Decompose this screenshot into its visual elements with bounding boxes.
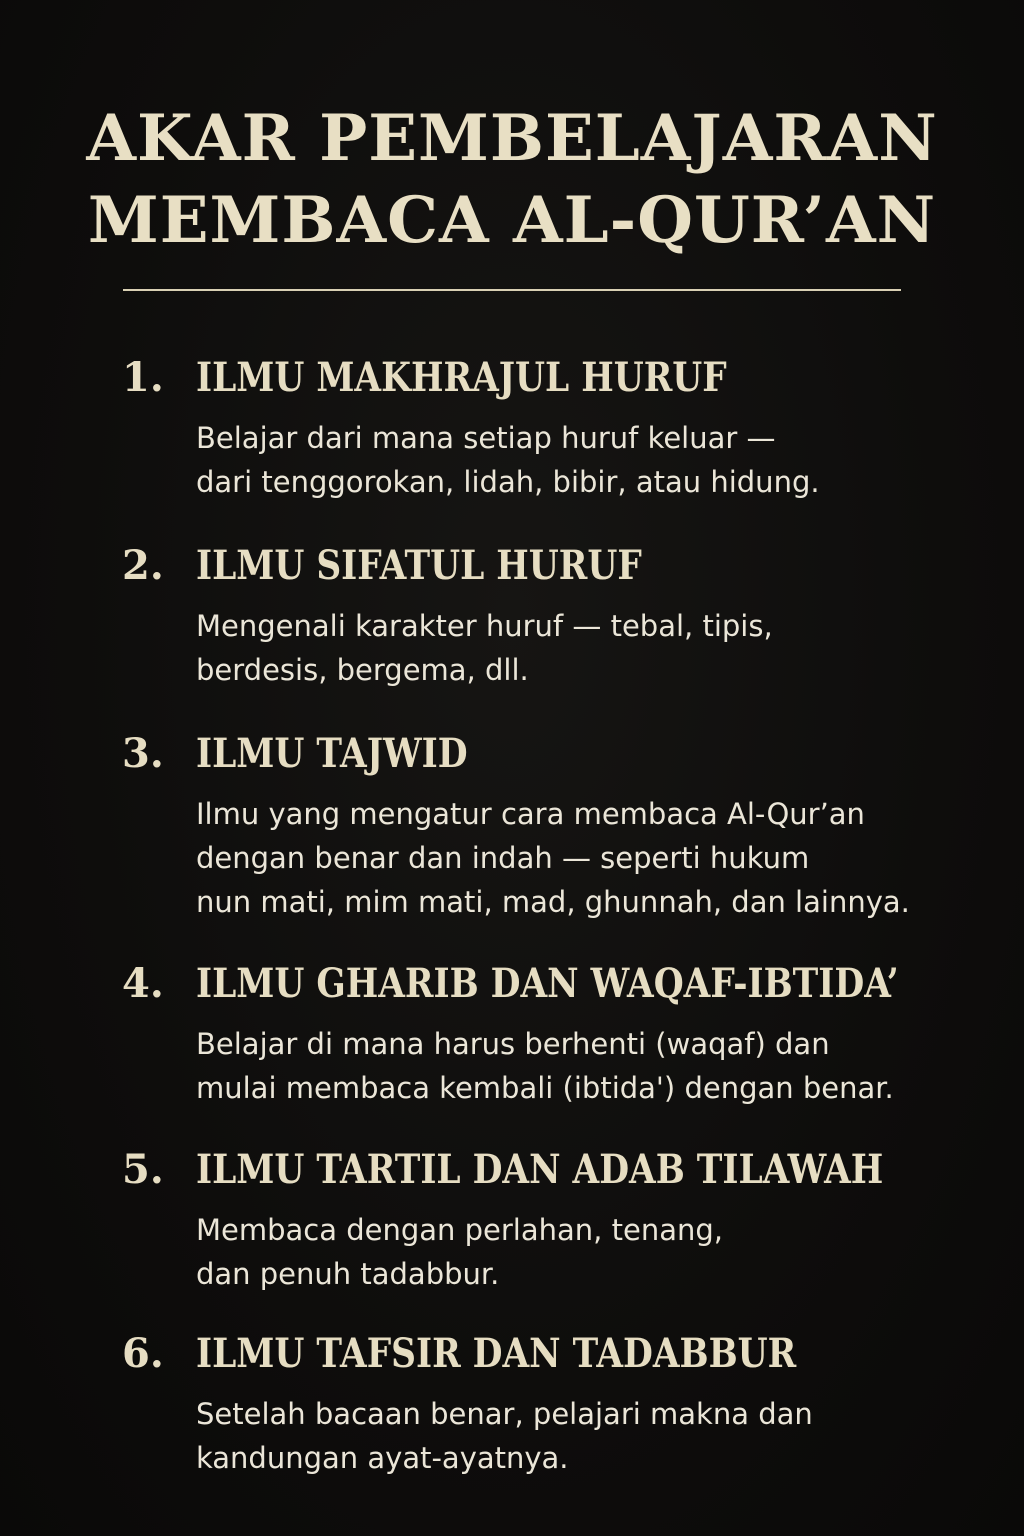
title-line-1: AKAR PEMBELAJARAN bbox=[86, 101, 938, 176]
item-description-line: Ilmu yang mengatur cara membaca Al-Qur’an bbox=[196, 797, 865, 831]
item-number: 1. bbox=[122, 354, 164, 401]
item-description-line: Setelah bacaan benar, pelajari makna dan bbox=[196, 1397, 813, 1431]
item-description-line: kandungan ayat-ayatnya. bbox=[196, 1441, 569, 1475]
item-description bbox=[196, 1022, 894, 1110]
item-description-line: Mengenali karakter huruf — tebal, tipis, bbox=[196, 609, 773, 643]
item-heading: ILMU GHARIB DAN WAQAF-IBTIDA’ bbox=[196, 960, 899, 1007]
item-number: 6. bbox=[122, 1330, 164, 1377]
item-number: 5. bbox=[122, 1146, 164, 1193]
item-number: 3. bbox=[122, 730, 164, 777]
page-title bbox=[0, 98, 1024, 262]
item-description-line: dari tenggorokan, lidah, bibir, atau hidung. bbox=[196, 465, 820, 499]
title-line-2: MEMBACA AL-QUR’AN bbox=[87, 183, 937, 258]
item-description bbox=[196, 604, 773, 692]
title-divider bbox=[123, 289, 901, 291]
item-heading: ILMU SIFATUL HURUF bbox=[196, 542, 642, 589]
item-description-line: nun mati, mim mati, mad, ghunnah, dan lainnya. bbox=[196, 885, 910, 919]
item-description-line: Belajar dari mana setiap huruf keluar — bbox=[196, 421, 776, 455]
item-description bbox=[196, 1208, 723, 1296]
item-description bbox=[196, 1392, 813, 1480]
item-number: 2. bbox=[122, 542, 164, 589]
item-description-line: dan penuh tadabbur. bbox=[196, 1257, 500, 1291]
item-description-line: berdesis, bergema, dll. bbox=[196, 653, 529, 687]
item-number: 4. bbox=[122, 960, 164, 1007]
item-description-line: Belajar di mana harus berhenti (waqaf) dan bbox=[196, 1027, 830, 1061]
item-description-line: Membaca dengan perlahan, tenang, bbox=[196, 1213, 723, 1247]
item-description bbox=[196, 792, 910, 924]
item-heading: ILMU TAFSIR DAN TADABBUR bbox=[196, 1330, 797, 1377]
item-heading: ILMU TARTIL DAN ADAB TILAWAH bbox=[196, 1146, 884, 1193]
item-heading: ILMU TAJWID bbox=[196, 730, 468, 777]
item-description-line: dengan benar dan indah — seperti hukum bbox=[196, 841, 810, 875]
item-heading: ILMU MAKHRAJUL HURUF bbox=[196, 354, 727, 401]
item-description-line: mulai membaca kembali (ibtida') dengan benar. bbox=[196, 1071, 894, 1105]
item-description bbox=[196, 416, 820, 504]
